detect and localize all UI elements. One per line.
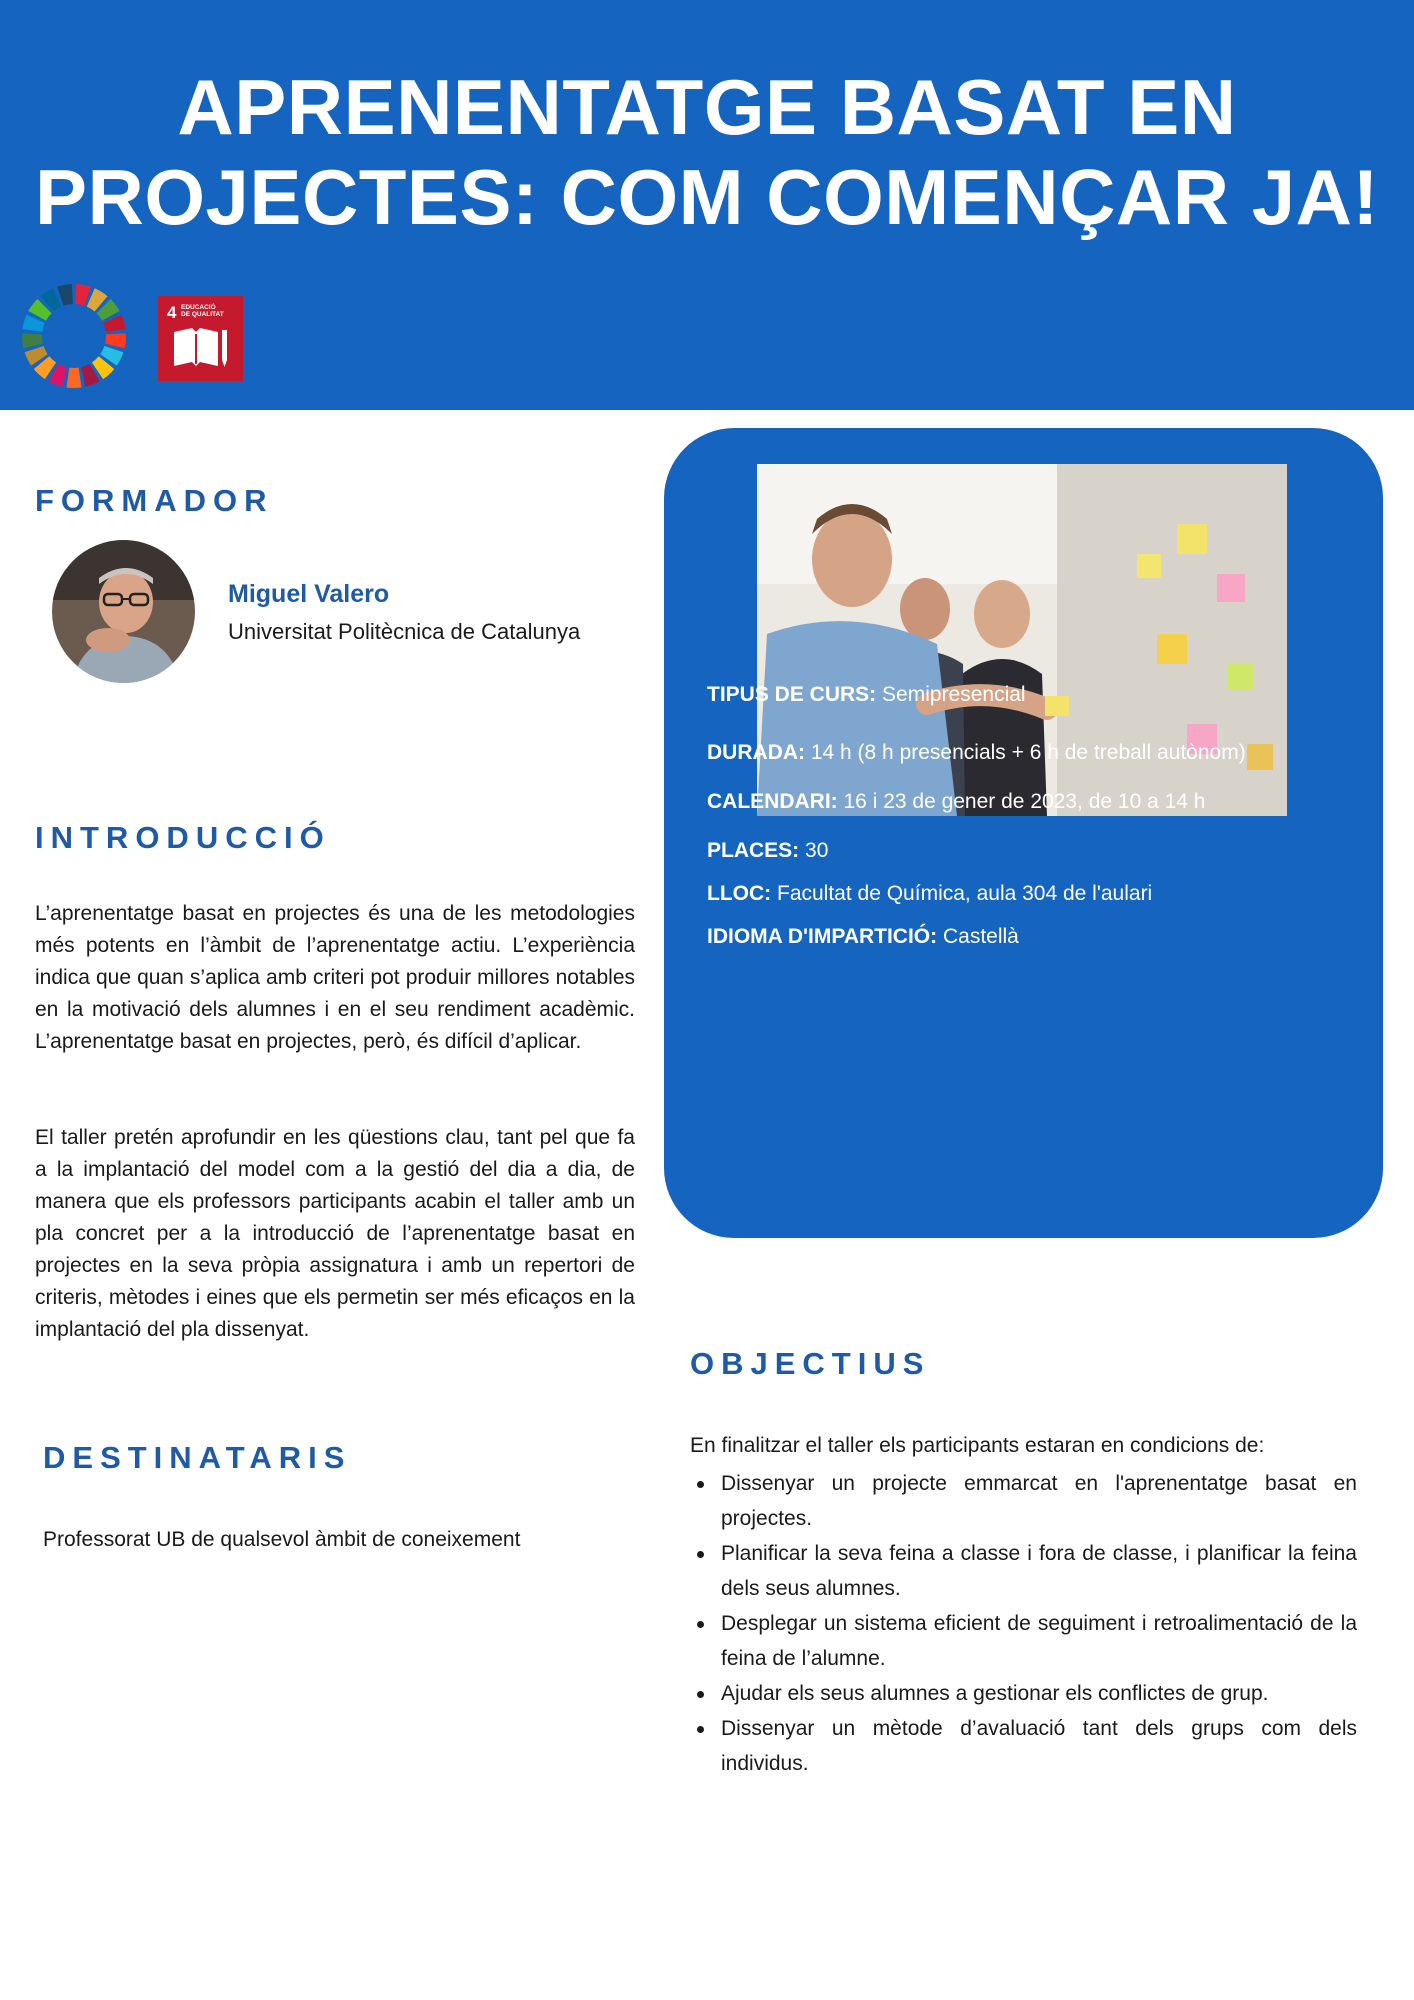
sdg-wheel-icon [20, 282, 128, 390]
info-durada-label: DURADA: [707, 741, 805, 764]
trainer-avatar [52, 540, 195, 683]
bullet-icon [697, 1551, 704, 1558]
info-durada [707, 741, 1246, 765]
info-lloc-label: LLOC: [707, 882, 772, 905]
info-idioma-value: Castellà [942, 925, 1019, 948]
trainer-organization: Universitat Politècnica de Catalunya [228, 619, 581, 644]
sdg4-label-line2: DE QUALITAT [181, 311, 224, 318]
sdg-wheel-segment [57, 284, 73, 306]
sdg4-number: 4 [167, 303, 177, 322]
formador-heading: FORMADOR [35, 483, 274, 518]
sdg4-quality-education-icon [158, 296, 243, 381]
info-calendari-value: 16 i 23 de gener de 2023, de 10 a 14 h [843, 790, 1206, 813]
list-item: Planificar la seva feina a classe i fora de classe, i planificar la feina dels seus alumnes. [690, 1536, 1357, 1606]
info-tipus-value: Semipresencial [882, 683, 1026, 706]
info-tipus [707, 683, 1026, 707]
intro-paragraph-2: El taller pretén aprofundir en les qüestions clau, tant pel que fa a la implantació del model com a la gestió del dia a dia, de manera que els professors participants acabin el taller amb un pla concret per a la introducció de l’aprenentatge basat en projectes en la seva pròpia assignatura i amb un repertori de criteris, mètodes i eines que els permetin ser més eficaços en la implantació del pla dissenyat. [35, 1126, 635, 1341]
info-idioma [707, 925, 1019, 949]
info-places [707, 839, 828, 863]
sdg-wheel-segment [105, 333, 126, 348]
trainer-name: Miguel Valero [228, 580, 390, 608]
objectius-list [690, 1466, 1357, 1781]
info-lloc [707, 882, 1152, 906]
info-lloc-value: Facultat de Química, aula 304 de l'aulari [777, 882, 1153, 905]
bullet-icon [697, 1691, 704, 1698]
list-item: Dissenyar un projecte emmarcat en l'aprenentatge basat en projectes. [690, 1466, 1357, 1536]
destinataris-text: Professorat UB de qualsevol àmbit de coneixement [43, 1528, 521, 1551]
title-line-2: PROJECTES: COM COMENÇAR JA! [35, 153, 1379, 241]
header-banner [0, 0, 1414, 410]
sdg-wheel-segment [22, 333, 43, 348]
book-pencil-icon [172, 326, 230, 370]
introduccio-heading: INTRODUCCIÓ [35, 820, 331, 855]
info-calendari-label: CALENDARI: [707, 790, 838, 813]
info-places-label: PLACES: [707, 839, 800, 862]
list-item: Dissenyar un mètode d’avaluació tant dels grups com dels individus. [690, 1711, 1357, 1781]
destinataris-heading: DESTINATARIS [43, 1440, 352, 1475]
page-title [0, 62, 1414, 242]
bullet-icon [697, 1726, 704, 1733]
bullet-icon [697, 1481, 704, 1488]
list-item: Ajudar els seus alumnes a gestionar els conflictes de grup. [690, 1676, 1357, 1711]
intro-paragraph-1: L’aprenentatge basat en projectes és una de les metodologies més potents en l’àmbit de l’aprenentatge actiu. L’experiència indica que quan s’aplica amb criteri pot produir millores notables en la motivació dels alumnes i en el seu rendiment acadèmic. L’aprenentatge basat en projectes, però, és difícil d’aplicar. [35, 902, 635, 1053]
list-item: Desplegar un sistema eficient de seguiment i retroalimentació de la feina de l’alumne. [690, 1606, 1357, 1676]
course-info-card [664, 428, 1383, 1238]
sdg-wheel-segment [66, 368, 81, 388]
info-tipus-label: TIPUS DE CURS: [707, 683, 877, 706]
objectius-intro: En finalitzar el taller els participants estaran en condicions de: [690, 1434, 1265, 1457]
sdg4-label-line1: EDUCACIÓ [181, 304, 216, 311]
bullet-icon [697, 1621, 704, 1628]
info-idioma-label: IDIOMA D'IMPARTICIÓ: [707, 925, 938, 948]
info-places-value: 30 [805, 839, 829, 862]
sdg-wheel-segment [75, 284, 91, 306]
objectius-heading: OBJECTIUS [690, 1346, 931, 1381]
title-line-1: APRENENTATGE BASAT EN [177, 63, 1237, 151]
info-calendari [707, 790, 1205, 814]
info-durada-value: 14 h (8 h presencials + 6 h de treball autònom) [810, 741, 1246, 764]
